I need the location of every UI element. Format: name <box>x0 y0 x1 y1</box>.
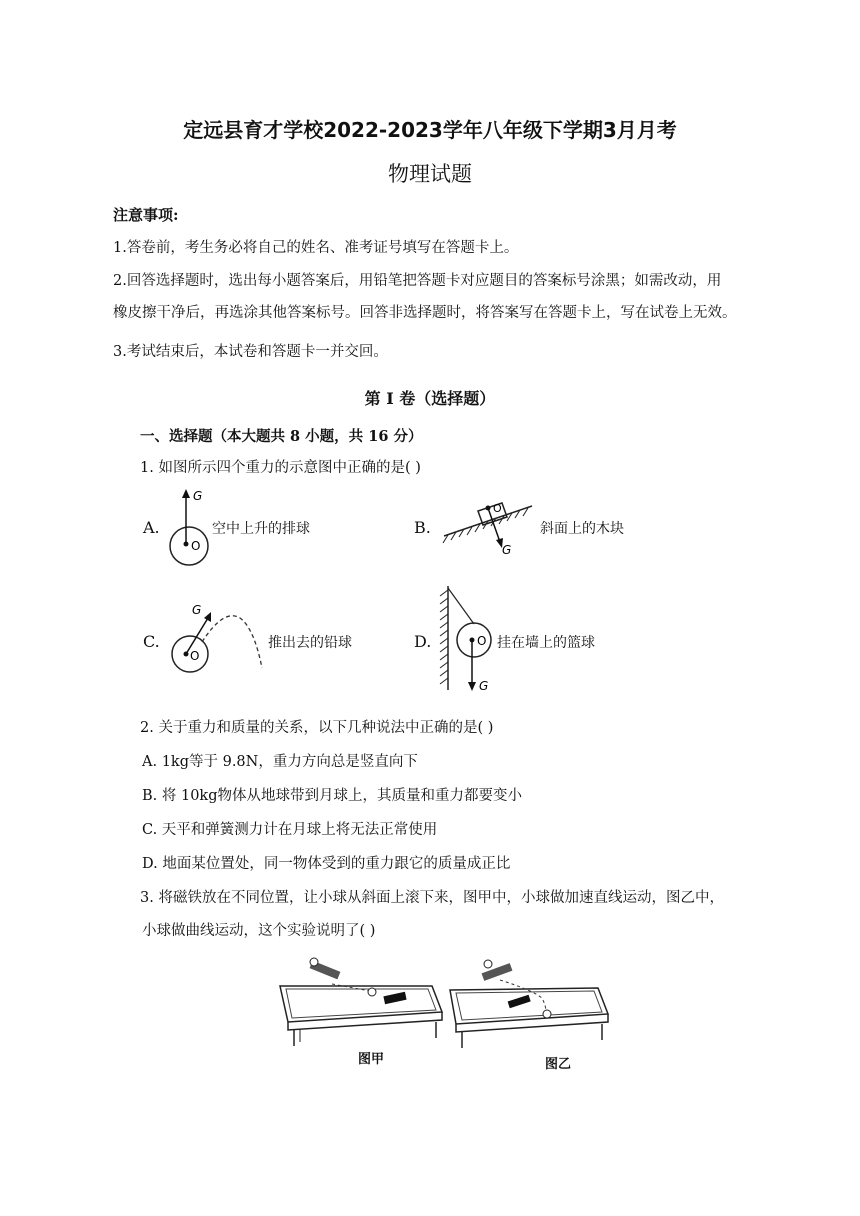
svg-text:O: O <box>493 502 502 515</box>
exam-subtitle: 物理试题 <box>388 162 472 186</box>
notice-item: 橡皮擦干净后，再选涂其他答案标号。回答非选择题时，将答案写在答题卡上，写在试卷上无效。 <box>113 305 737 321</box>
q1-option-b-caption: 斜面上的木块 <box>540 521 624 537</box>
svg-text:G: G <box>502 543 512 557</box>
question-3-stem: 3. 将磁铁放在不同位置，让小球从斜面上滚下来，图甲中，小球做加速直线运动，图乙中， <box>140 890 724 906</box>
exam-title: 定远县育才学校2022-2023学年八年级下学期3月月考 <box>183 118 677 142</box>
q2-option: A. 1kg等于 9.8N，重力方向总是竖直向下 <box>142 754 418 770</box>
q3-figure-jia-label: 图甲 <box>358 1052 385 1067</box>
question-2-stem: 2. 关于重力和质量的关系，以下几种说法中正确的是( ) <box>140 720 494 736</box>
q3-figure-yi <box>442 958 612 1058</box>
q1-option-b-figure <box>440 490 540 560</box>
q2-option: D. 地面某位置处，同一物体受到的重力跟它的质量成正比 <box>142 856 511 872</box>
q1-option-a-letter: A. <box>143 518 160 537</box>
q2-option: B. 将 10kg物体从地球带到月球上，其质量和重力都要变小 <box>142 788 522 804</box>
question-1-stem: 1. 如图所示四个重力的示意图中正确的是( ) <box>140 460 421 476</box>
notice-item: 1.答卷前，考生务必将自己的姓名、准考证号填写在答题卡上。 <box>113 240 519 256</box>
q1-option-b-letter: B. <box>414 518 431 537</box>
q1-option-c-letter: C. <box>143 632 160 651</box>
svg-text:O: O <box>190 649 200 663</box>
svg-text:O: O <box>477 634 487 648</box>
q1-option-d-figure <box>432 584 502 694</box>
part-title: 一、选择题（本大题共 8 小题，共 16 分） <box>140 428 423 445</box>
q1-option-a-caption: 空中上升的排球 <box>212 521 310 537</box>
notice-heading: 注意事项: <box>113 206 179 224</box>
q1-option-d-caption: 挂在墙上的篮球 <box>497 635 595 651</box>
volume-title: 第 I 卷（选择题） <box>364 389 496 408</box>
q1-option-d-letter: D. <box>414 632 432 651</box>
notice-item: 2.回答选择题时，选出每小题答案后，用铅笔把答题卡对应题目的答案标号涂黑；如需改动，用 <box>113 273 722 289</box>
o-label: O <box>191 539 201 553</box>
q1-option-c-caption: 推出去的铅球 <box>268 635 352 651</box>
q3-figure-jia <box>272 952 442 1052</box>
q1-option-c-figure <box>162 598 272 678</box>
q3-figure-yi-label: 图乙 <box>545 1057 572 1072</box>
svg-text:G: G <box>192 603 202 617</box>
svg-text:G: G <box>479 679 489 693</box>
q2-option: C. 天平和弹簧测力计在月球上将无法正常使用 <box>142 822 438 838</box>
question-3-stem-cont: 小球做曲线运动，这个实验说明了( ) <box>142 923 376 939</box>
g-label: G <box>193 489 203 503</box>
notice-item: 3.考试结束后，本试卷和答题卡一并交回。 <box>113 344 388 360</box>
